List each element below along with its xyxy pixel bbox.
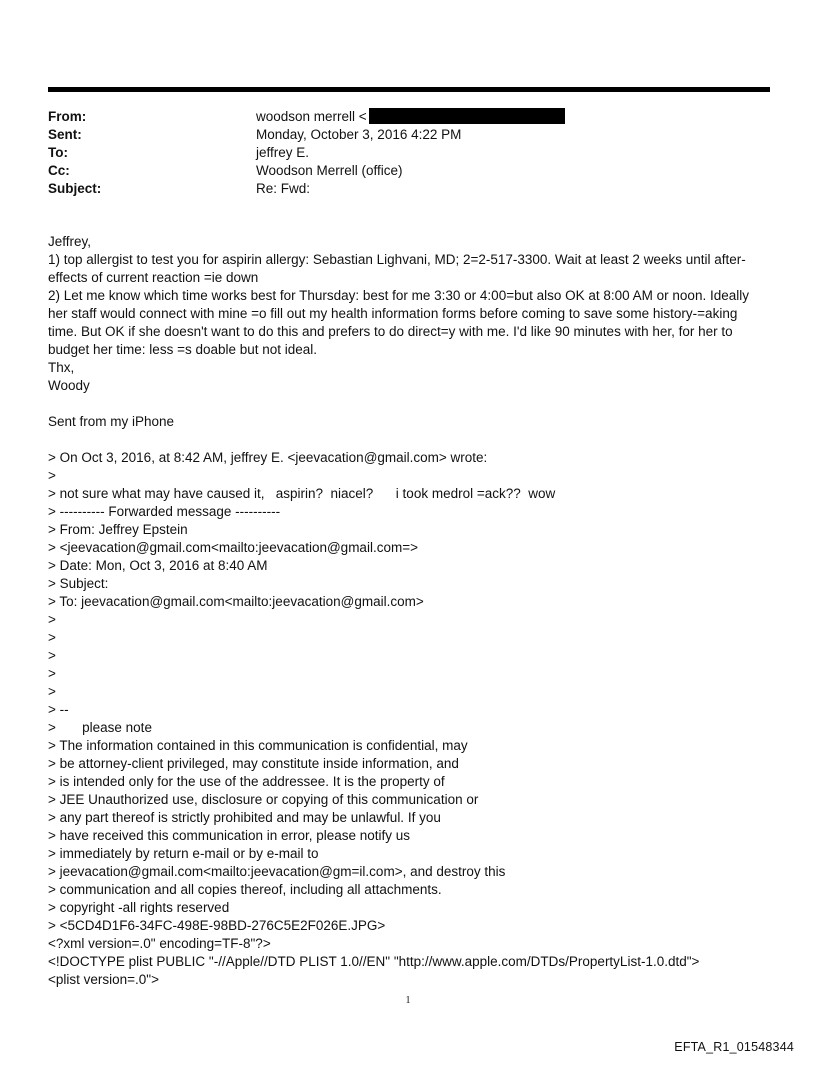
body-line: her staff would connect with mine =o fill out my health information forms before coming to save some history-=aking <box>48 306 738 321</box>
body-line: > On Oct 3, 2016, at 8:42 AM, jeffrey E. <jeevacation@gmail.com> wrote: <box>48 450 488 465</box>
body-line: > To: jeevacation@gmail.com<mailto:jeevacation@gmail.com> <box>48 594 424 609</box>
body-line: > jeevacation@gmail.com<mailto:jeevacation@gm=il.com>, and destroy this <box>48 864 506 879</box>
from-row <box>48 108 768 126</box>
body-line: <!DOCTYPE plist PUBLIC "-//Apple//DTD PLIST 1.0//EN" "http://www.apple.com/DTDs/PropertyList-1.0.dtd"> <box>48 954 700 969</box>
body-line: > is intended only for the use of the addressee. It is the property of <box>48 774 445 789</box>
sent-row <box>48 126 768 144</box>
subject-value: Re: Fwd: <box>256 181 311 196</box>
redaction-block <box>369 108 565 124</box>
body-line: > <box>48 630 56 645</box>
body-line: > have received this communication in error, please notify us <box>48 828 411 843</box>
body-line: > be attorney-client privileged, may constitute inside information, and <box>48 756 459 771</box>
body-line: <?xml version=.0" encoding=TF-8"?> <box>48 936 271 951</box>
cc-value: Woodson Merrell (office) <box>256 163 403 178</box>
cc-label: Cc: <box>48 163 70 178</box>
body-line: > ---------- Forwarded message ---------- <box>48 504 281 519</box>
body-line: Thx, <box>48 360 75 375</box>
from-label: From: <box>48 109 87 124</box>
from-value-wrap <box>256 108 768 126</box>
email-header <box>48 108 768 198</box>
body-line <box>48 395 768 413</box>
body-line: effects of current reaction =ie down <box>48 270 259 285</box>
subject-label: Subject: <box>48 181 102 196</box>
body-line: > communication and all copies thereof, including all attachments. <box>48 882 442 897</box>
from-value: woodson merrell < <box>256 109 367 124</box>
body-line: > any part thereof is strictly prohibited and may be unlawful. If you <box>48 810 441 825</box>
body-line: > <box>48 684 56 699</box>
body-line: > Date: Mon, Oct 3, 2016 at 8:40 AM <box>48 558 268 573</box>
body-line: > <box>48 648 56 663</box>
body-line <box>48 431 768 449</box>
body-line: > immediately by return e-mail or by e-mail to <box>48 846 319 861</box>
body-line: > <box>48 468 56 483</box>
body-line: > JEE Unauthorized use, disclosure or copying of this communication or <box>48 792 479 807</box>
body-line: Sent from my iPhone <box>48 414 175 429</box>
body-line: > copyright -all rights reserved <box>48 900 230 915</box>
email-body <box>48 233 768 989</box>
body-line: > <box>48 666 56 681</box>
body-line: Jeffrey, <box>48 234 92 249</box>
body-line: > please note <box>48 720 152 735</box>
body-line: > not sure what may have caused it, aspirin? niacel? i took medrol =ack?? wow <box>48 486 556 501</box>
body-line: budget her time: less =s doable but not ideal. <box>48 342 318 357</box>
body-line: 1) top allergist to test you for aspirin allergy: Sebastian Lighvani, MD; 2=2-517-3300. Wait at least 2 weeks until after- <box>48 252 746 267</box>
to-label: To: <box>48 145 68 160</box>
header-divider <box>48 87 770 92</box>
body-line: <plist version=.0"> <box>48 972 159 987</box>
body-line: > The information contained in this communication is confidential, may <box>48 738 468 753</box>
page-number: 1 <box>405 995 411 1006</box>
body-line: > Subject: <box>48 576 109 591</box>
body-line: time. But OK if she doesn't want to do this and prefers to do direct=y with me. I'd like 90 minutes with her, for her to <box>48 324 733 339</box>
body-line: Woody <box>48 378 90 393</box>
cc-row <box>48 162 768 180</box>
sent-label: Sent: <box>48 127 82 142</box>
body-line: > <5CD4D1F6-34FC-498E-98BD-276C5E2F026E.JPG> <box>48 918 386 933</box>
body-line: > From: Jeffrey Epstein <box>48 522 188 537</box>
body-line: > <box>48 612 56 627</box>
body-line: 2) Let me know which time works best for Thursday: best for me 3:30 or 4:00=but also OK at 8:00 AM or noon. Ideally <box>48 288 749 303</box>
sent-value: Monday, October 3, 2016 4:22 PM <box>256 127 462 142</box>
document-id: EFTA_R1_01548344 <box>674 1040 794 1054</box>
body-line: > <jeevacation@gmail.com<mailto:jeevacation@gmail.com=> <box>48 540 418 555</box>
to-value: jeffrey E. <box>256 145 310 160</box>
body-line: > -- <box>48 702 69 717</box>
subject-row <box>48 180 768 198</box>
to-row <box>48 144 768 162</box>
